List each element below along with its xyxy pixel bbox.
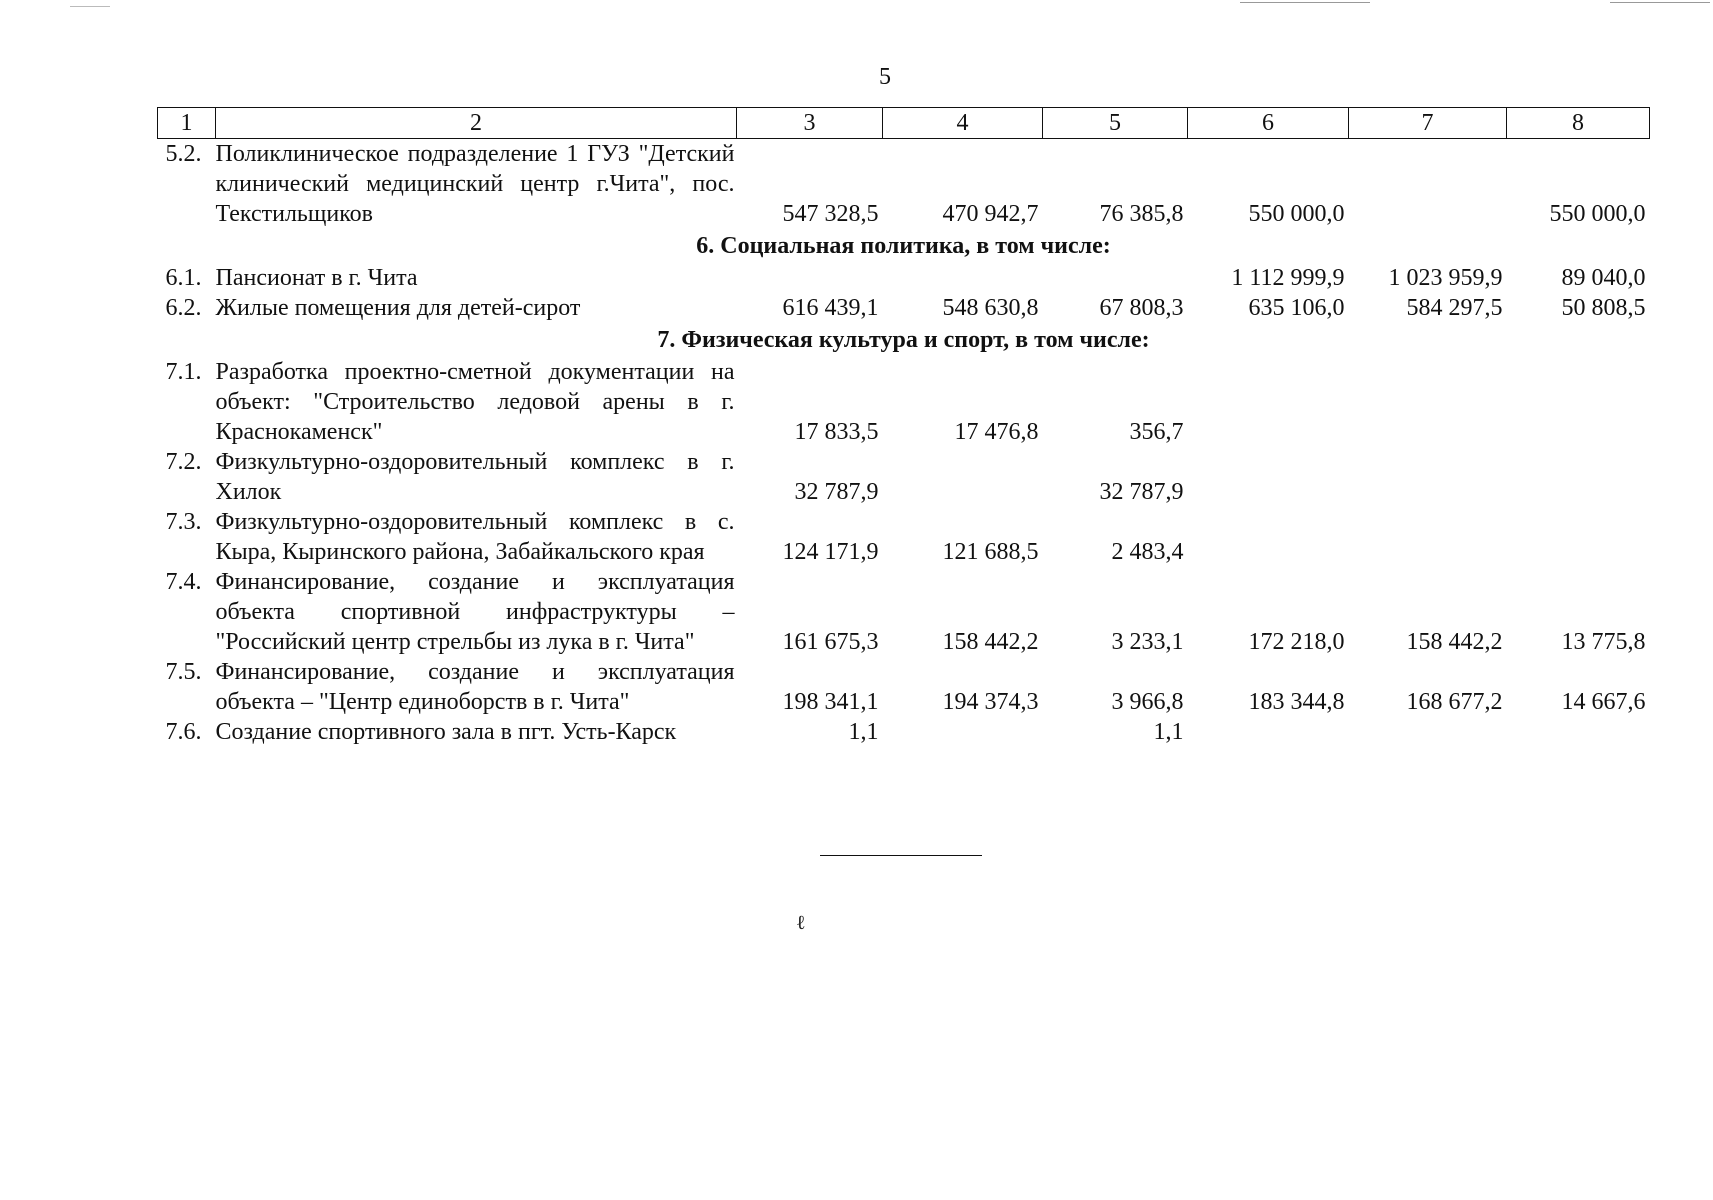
value-col-8: [1507, 447, 1650, 507]
table-row: [158, 139, 1650, 230]
value-col-7: 584 297,5: [1406, 295, 1503, 321]
value-col-3: 547 328,5: [782, 201, 879, 227]
table-row: [158, 357, 1650, 447]
value-col-6: [1188, 717, 1349, 747]
value-col-7: [1349, 717, 1507, 747]
value-col-6: 635 106,0: [1248, 295, 1345, 321]
value-col-6: 172 218,0: [1248, 629, 1345, 655]
table-body: [158, 108, 1650, 748]
value-col-4: [883, 447, 1043, 507]
row-name: Финансирование, создание и эксплуатация объекта – "Центр единоборств в г. Чита": [215, 659, 735, 715]
value-col-6: [1188, 357, 1349, 447]
value-col-7: 1 023 959,9: [1388, 265, 1503, 291]
section-title: 6. Социальная политика, в том числе:: [696, 233, 1111, 259]
value-col-7: [1349, 139, 1507, 230]
table-row: [158, 263, 1650, 293]
section-header-row: [158, 229, 1650, 263]
row-number: 7.4.: [165, 569, 202, 595]
row-name: Физкультурно-оздоровительный комплекс в г. Хилок: [215, 449, 735, 505]
scan-mark: [70, 6, 110, 7]
table-row: [158, 567, 1650, 657]
separator-line: [820, 855, 982, 856]
value-col-3: [737, 263, 883, 293]
header-cell: 4: [883, 108, 1043, 139]
page-number: 5: [879, 64, 891, 90]
header-cell: 6: [1188, 108, 1349, 139]
header-cell: 3: [737, 108, 883, 139]
row-number: 7.2.: [165, 449, 202, 475]
value-col-8: 14 667,6: [1561, 689, 1646, 715]
value-col-8: 89 040,0: [1561, 265, 1646, 291]
value-col-4: 121 688,5: [942, 539, 1039, 565]
value-col-6: 183 344,8: [1248, 689, 1345, 715]
value-col-4: 158 442,2: [942, 629, 1039, 655]
value-col-4: [883, 717, 1043, 747]
row-number: 6.2.: [165, 295, 202, 321]
value-col-8: [1507, 357, 1650, 447]
value-col-5: 32 787,9: [1099, 479, 1184, 505]
value-col-6: [1188, 447, 1349, 507]
row-number: 7.5.: [165, 659, 202, 685]
table-row: [158, 507, 1650, 567]
header-cell: 7: [1349, 108, 1507, 139]
value-col-4: [883, 263, 1043, 293]
value-col-7: [1349, 357, 1507, 447]
value-col-4: 470 942,7: [942, 201, 1039, 227]
header-cell: 1: [158, 108, 216, 139]
row-name: Разработка проектно-сметной документации на объект: "Строительство ледовой арены в г. Краснокаменск": [215, 359, 735, 445]
value-col-4: 17 476,8: [954, 419, 1039, 445]
value-col-5: 3 233,1: [1111, 629, 1184, 655]
value-col-8: 50 808,5: [1561, 295, 1646, 321]
header-cell: 5: [1043, 108, 1188, 139]
table-row: [158, 657, 1650, 717]
value-col-7: [1349, 447, 1507, 507]
value-col-5: 3 966,8: [1111, 689, 1184, 715]
value-col-5: 2 483,4: [1111, 539, 1184, 565]
budget-table: [157, 107, 1650, 747]
table-row: [158, 447, 1650, 507]
row-number: 7.1.: [165, 359, 202, 385]
value-col-8: 550 000,0: [1549, 201, 1646, 227]
value-col-7: [1349, 507, 1507, 567]
value-col-3: 124 171,9: [782, 539, 879, 565]
row-number: 5.2.: [165, 141, 202, 167]
value-col-3: 1,1: [848, 719, 879, 745]
value-col-6: 1 112 999,9: [1231, 265, 1345, 291]
row-name: Поликлиническое подразделение 1 ГУЗ "Детский клинический медицинский центр г.Чита", пос. Текстильщиков: [215, 141, 735, 227]
header-cell: 8: [1507, 108, 1650, 139]
section-header-row: [158, 323, 1650, 357]
row-name: Создание спортивного зала в пгт. Усть-Карск: [215, 719, 677, 745]
scan-mark: [1610, 2, 1710, 3]
value-col-7: 168 677,2: [1406, 689, 1503, 715]
value-col-3: 198 341,1: [782, 689, 879, 715]
row-name: Физкультурно-оздоровительный комплекс в с. Кыра, Кыринского района, Забайкальского края: [215, 509, 735, 565]
value-col-5: 76 385,8: [1099, 201, 1184, 227]
value-col-5: 356,7: [1129, 419, 1184, 445]
value-col-3: 616 439,1: [782, 295, 879, 321]
value-col-4: 548 630,8: [942, 295, 1039, 321]
value-col-4: 194 374,3: [942, 689, 1039, 715]
header-cell: 2: [216, 108, 737, 139]
value-col-6: 550 000,0: [1248, 201, 1345, 227]
value-col-6: [1188, 507, 1349, 567]
value-col-3: 17 833,5: [794, 419, 879, 445]
value-col-5: 1,1: [1153, 719, 1184, 745]
row-number: 6.1.: [165, 265, 202, 291]
value-col-8: 13 775,8: [1561, 629, 1646, 655]
value-col-5: 67 808,3: [1099, 295, 1184, 321]
value-col-7: 158 442,2: [1406, 629, 1503, 655]
section-title: 7. Физическая культура и спорт, в том числе:: [657, 327, 1150, 353]
table-row: [158, 717, 1650, 747]
row-name: Финансирование, создание и эксплуатация объекта спортивной инфраструктуры – "Российский центр стрельбы из лука в г. Чита": [215, 569, 735, 655]
table-row: [158, 293, 1650, 323]
value-col-8: [1507, 717, 1650, 747]
row-number: 7.3.: [165, 509, 202, 535]
row-name: Пансионат в г. Чита: [215, 265, 418, 291]
row-number: 7.6.: [165, 719, 202, 745]
value-col-5: [1043, 263, 1188, 293]
value-col-3: 32 787,9: [794, 479, 879, 505]
value-col-3: 161 675,3: [782, 629, 879, 655]
row-name: Жилые помещения для детей-сирот: [215, 295, 581, 321]
value-col-8: [1507, 507, 1650, 567]
scan-mark: [1240, 2, 1370, 3]
table-header-row: [158, 108, 1650, 139]
stray-mark: ℓ: [796, 912, 806, 934]
